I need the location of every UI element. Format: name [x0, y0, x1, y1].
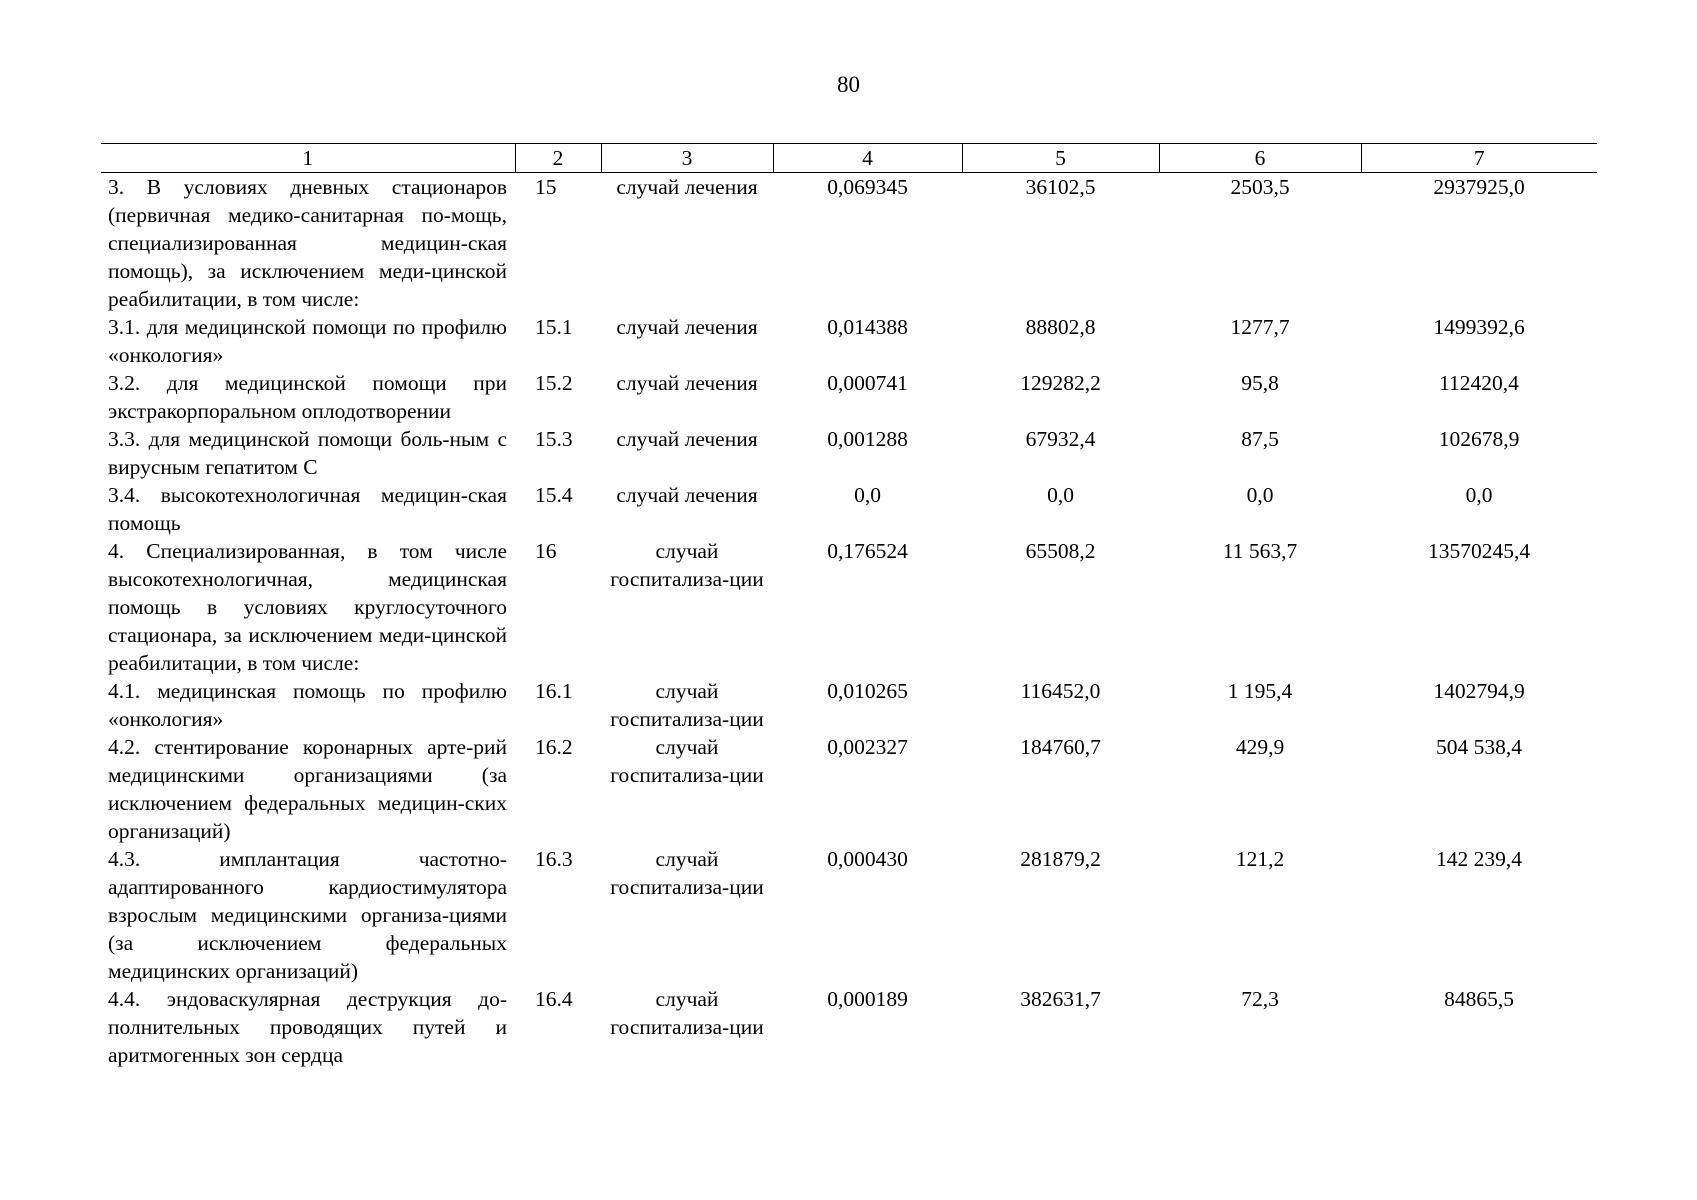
row-col4: 0,069345 [827, 175, 908, 199]
row-code: 16.1 [535, 679, 573, 703]
row-unit: случай лечения [616, 175, 758, 199]
table-row [101, 537, 1597, 677]
row-name: 3.4. высокотехнологичная медицин-ская помощь [108, 483, 507, 535]
table-row [101, 313, 1597, 369]
row-unit: случай госпитализа-ции [610, 679, 764, 731]
row-name: 4.1. медицинская помощь по профилю «онкология» [108, 679, 507, 731]
column-header: 5 [962, 144, 1159, 173]
table-row [101, 733, 1597, 845]
row-code: 16.4 [535, 987, 573, 1011]
row-col4: 0,001288 [827, 427, 908, 451]
row-name: 3.1. для медицинской помощи по профилю «онкология» [108, 315, 507, 367]
row-col4: 0,176524 [827, 539, 908, 563]
table-row [101, 425, 1597, 481]
row-col5: 184760,7 [1020, 735, 1101, 759]
row-col5: 382631,7 [1020, 987, 1101, 1011]
row-col6: 11 563,7 [1222, 539, 1298, 563]
table-body [101, 173, 1597, 1070]
row-col6: 72,3 [1241, 987, 1279, 1011]
row-col7: 102678,9 [1438, 427, 1520, 451]
row-name: 3.3. для медицинской помощи боль-ным с вирусным гепатитом С [108, 427, 507, 479]
row-unit: случай госпитализа-ции [610, 987, 764, 1039]
row-code: 15.2 [535, 371, 573, 395]
row-col5: 88802,8 [1025, 315, 1096, 339]
row-col6: 0,0 [1246, 483, 1274, 507]
row-col5: 116452,0 [1020, 679, 1101, 703]
row-col6: 95,8 [1241, 371, 1279, 395]
row-code: 15 [535, 175, 557, 199]
column-header: 4 [773, 144, 962, 173]
row-unit: случай госпитализа-ции [610, 539, 764, 591]
row-col7: 142 239,4 [1436, 847, 1522, 871]
row-col4: 0,000430 [827, 847, 908, 871]
row-code: 16.2 [535, 735, 573, 759]
row-col7: 1402794,9 [1433, 679, 1525, 703]
row-code: 16.3 [535, 847, 573, 871]
row-col7: 112420,4 [1439, 371, 1519, 395]
table-row [101, 677, 1597, 733]
row-name: 4.2. стентирование коронарных арте-рий медицинскими организациями (за исключением федеральных медицин-ских организаций) [108, 735, 507, 843]
row-unit: случай лечения [616, 483, 758, 507]
row-col6: 121,2 [1235, 847, 1285, 871]
column-header: 7 [1361, 144, 1597, 173]
row-code: 16 [535, 539, 557, 563]
row-unit: случай госпитализа-ции [610, 847, 764, 899]
column-header: 3 [601, 144, 773, 173]
row-col6: 87,5 [1241, 427, 1279, 451]
row-unit: случай лечения [616, 315, 758, 339]
column-header: 1 [101, 144, 515, 173]
table-row [101, 369, 1597, 425]
table-row [101, 481, 1597, 537]
row-unit: случай лечения [616, 427, 758, 451]
row-col7: 1499392,6 [1433, 315, 1525, 339]
row-col6: 2503,5 [1230, 175, 1290, 199]
row-col4: 0,010265 [827, 679, 908, 703]
column-header: 6 [1159, 144, 1361, 173]
row-col7: 2937925,0 [1433, 175, 1525, 199]
column-header: 2 [515, 144, 601, 173]
row-unit: случай лечения [616, 371, 758, 395]
row-unit: случай госпитализа-ции [610, 735, 764, 787]
table-row [101, 845, 1597, 985]
row-name: 4.3. имплантация частотно-адаптированного кардиостимулятора взрослым медицинскими организа-циями (за исключением федеральных медицинских организаций) [108, 847, 507, 983]
row-col5: 281879,2 [1020, 847, 1101, 871]
row-col4: 0,002327 [827, 735, 908, 759]
row-code: 15.3 [535, 427, 573, 451]
row-name: 4. Специализированная, в том числе высокотехнологичная, медицинская помощь в условиях круглосуточного стационара, за исключением меди-цинской реабилитации, в том числе: [108, 539, 507, 675]
row-col7: 0,0 [1465, 483, 1493, 507]
row-col7: 84865,5 [1444, 987, 1514, 1011]
row-code: 15.4 [535, 483, 573, 507]
row-col5: 65508,2 [1025, 539, 1096, 563]
row-code: 15.1 [535, 315, 573, 339]
row-col5: 129282,2 [1020, 371, 1101, 395]
row-col4: 0,000189 [827, 987, 908, 1011]
table-header [101, 144, 1597, 173]
row-col5: 0,0 [1047, 483, 1074, 507]
row-col4: 0,0 [854, 483, 881, 507]
row-col7: 504 538,4 [1436, 735, 1522, 759]
row-col6: 1 195,4 [1227, 679, 1293, 703]
row-col5: 36102,5 [1025, 175, 1096, 199]
row-col4: 0,014388 [827, 315, 908, 339]
data-table [101, 143, 1597, 1069]
row-col6: 1277,7 [1230, 315, 1290, 339]
row-name: 3. В условиях дневных стационаров (первичная медико-санитарная по-мощь, специализированная медицин-ская помощь), за исключением меди-цинской реабилитации, в том числе: [108, 175, 507, 311]
row-name: 4.4. эндоваскулярная деструкция до-полнительных проводящих путей и аритмогенных зон сердца [108, 987, 507, 1067]
page-number: 80 [837, 72, 860, 97]
table-row [101, 985, 1597, 1069]
table-row [101, 173, 1597, 314]
row-col4: 0,000741 [827, 371, 908, 395]
row-col6: 429,9 [1235, 735, 1285, 759]
row-col7: 13570245,4 [1427, 539, 1531, 563]
row-name: 3.2. для медицинской помощи при экстракорпоральном оплодотворении [108, 371, 507, 423]
row-col5: 67932,4 [1025, 427, 1096, 451]
